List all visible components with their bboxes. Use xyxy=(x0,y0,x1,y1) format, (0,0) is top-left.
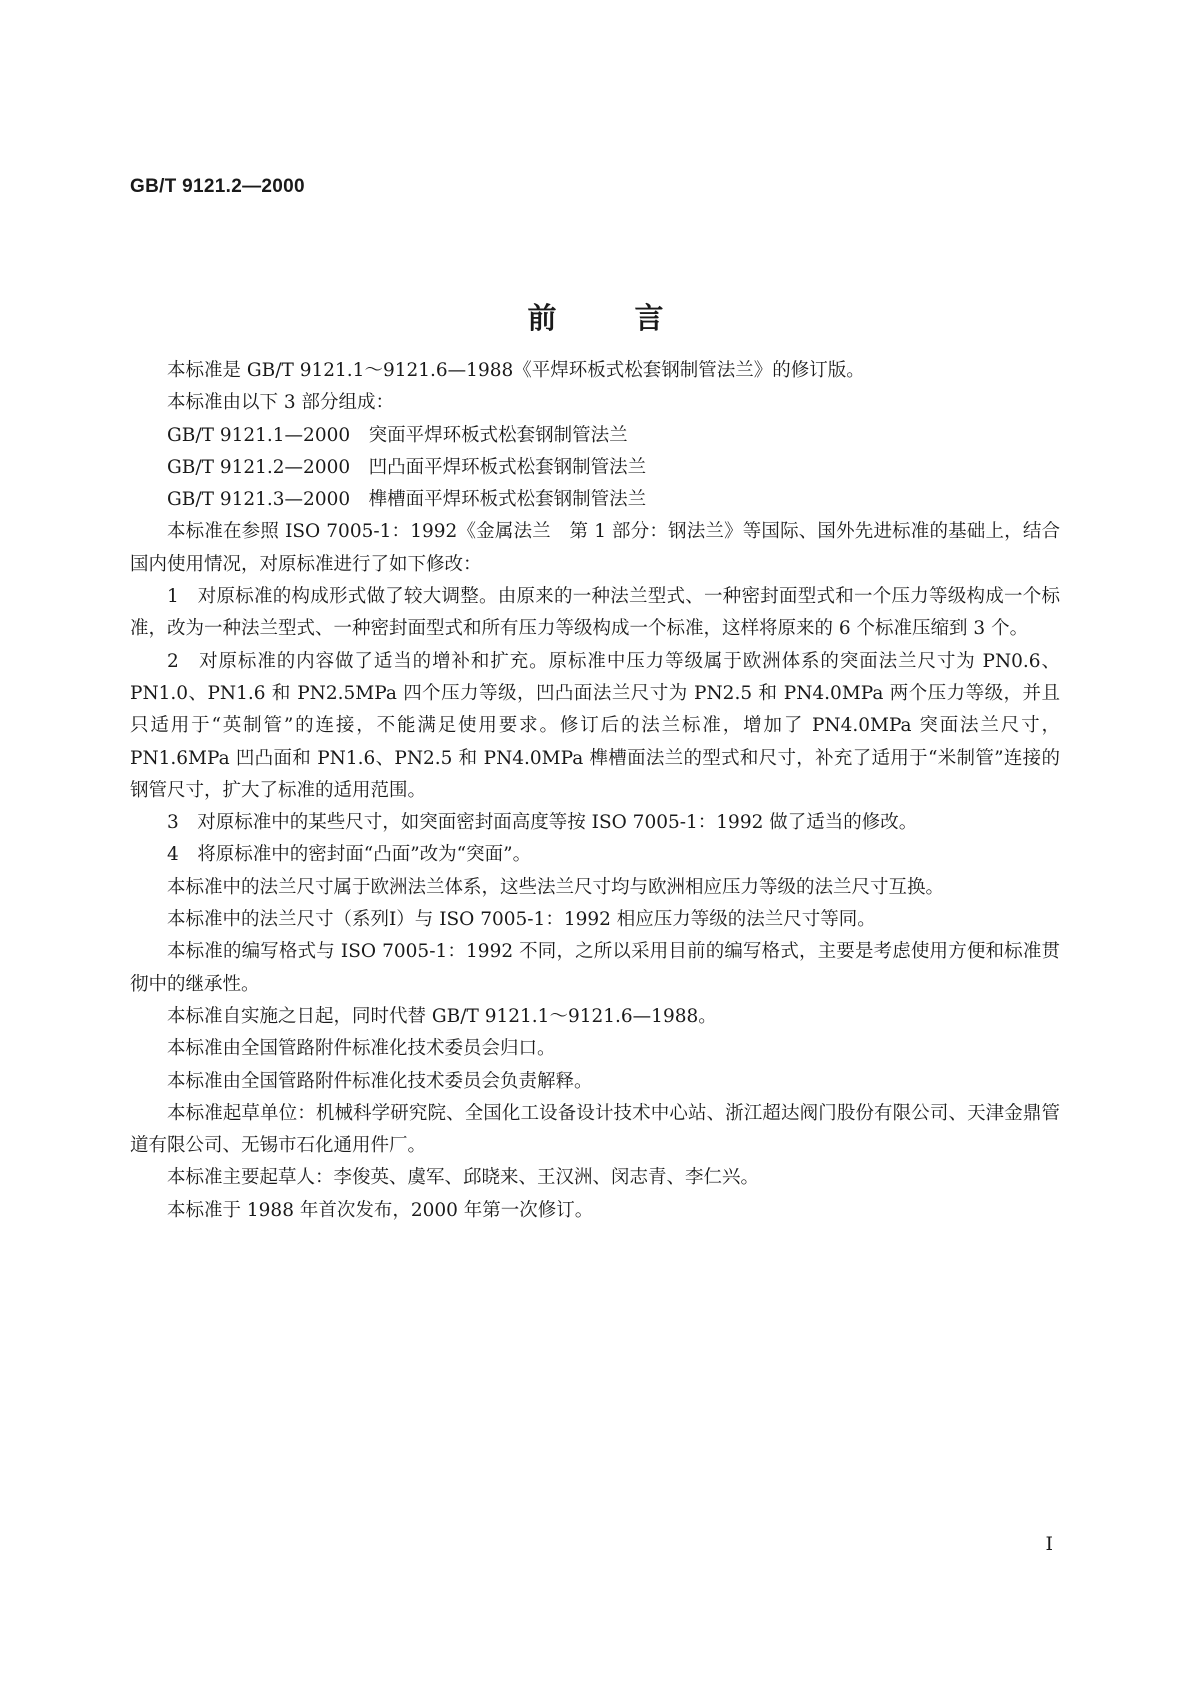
paragraph: 本标准自实施之日起，同时代替 GB/T 9121.1～9121.6—1988。 xyxy=(167,1005,717,1027)
list-item: GB/T 9121.2—2000 凹凸面平焊环板式松套钢制管法兰 xyxy=(167,456,647,478)
paragraph: 本标准由全国管路附件标准化技术委员会负责解释。 xyxy=(167,1070,593,1092)
list-item: GB/T 9121.3—2000 榫槽面平焊环板式松套钢制管法兰 xyxy=(167,489,647,511)
paragraph: 1 对原标准的构成形式做了较大调整。由原来的一种法兰型式、一种密封面型式和一个压力等级构成一个标准，改为一种法兰型式、一种密封面型式和所有压力等级构成一个标准，这样将原来的 6 个标准压缩到 3 个。 xyxy=(130,586,1060,640)
paragraph: 本标准的编写格式与 ISO 7005-1：1992 不同，之所以采用目前的编写格式，主要是考虑使用方便和标准贯彻中的继承性。 xyxy=(130,941,1060,995)
standard-number: GB/T 9121.2—2000 xyxy=(130,176,305,197)
paragraph: 本标准由以下 3 部分组成： xyxy=(167,392,395,414)
paragraph: 3 对原标准中的某些尺寸，如突面密封面高度等按 ISO 7005-1：1992 做了适当的修改。 xyxy=(167,812,918,834)
paragraph: 本标准起草单位：机械科学研究院、全国化工设备设计技术中心站、浙江超达阀门股份有限公司、天津金鼎管道有限公司、无锡市石化通用件厂。 xyxy=(130,1102,1060,1157)
paragraph: 本标准主要起草人：李俊英、虞军、邱晓来、王汉洲、闵志青、李仁兴。 xyxy=(167,1167,760,1189)
paragraph: 本标准中的法兰尺寸属于欧洲法兰体系，这些法兰尺寸均与欧洲相应压力等级的法兰尺寸互换。 xyxy=(167,876,945,898)
list-item: GB/T 9121.1—2000 突面平焊环板式松套钢制管法兰 xyxy=(167,424,628,446)
paragraph: 本标准由全国管路附件标准化技术委员会归口。 xyxy=(167,1038,556,1060)
paragraph: 本标准于 1988 年首次发布，2000 年第一次修订。 xyxy=(167,1199,594,1221)
paragraph: 4 将原标准中的密封面“凸面”改为“突面”。 xyxy=(167,844,532,866)
paragraph: 本标准是 GB/T 9121.1～9121.6—1988《平焊环板式松套钢制管法兰》的修订版。 xyxy=(167,360,865,381)
paragraph: 本标准在参照 ISO 7005-1：1992《金属法兰 第 1 部分：钢法兰》等国际、国外先进标准的基础上，结合国内使用情况，对原标准进行了如下修改： xyxy=(130,521,1060,575)
page-title: 前言 xyxy=(527,301,742,335)
paragraph: 2 对原标准的内容做了适当的增补和扩充。原标准中压力等级属于欧洲体系的突面法兰尺寸为 PN0.6、PN1.0、PN1.6 和 PN2.5MPa 四个压力等级，凹凸面法兰尺寸为 PN2.5 和 PN4.0MPa 两个压力等级，并且只适用于“英制管”的连接，不能满足使用要求。修订后的法兰标准，增加了 PN4.0MPa 突面法兰尺寸，PN1.6MPa 凹凸面和 PN1.6、PN2.5 和 PN4.0MPa 榫槽面法兰的型式和尺寸，补充了适用于“米制管”连接的钢管尺寸，扩大了标准的适用范围。 xyxy=(130,650,1060,801)
foreword-body xyxy=(130,355,1060,1227)
paragraph: 本标准中的法兰尺寸（系列Ⅰ）与 ISO 7005-1：1992 相应压力等级的法兰尺寸等同。 xyxy=(167,909,876,931)
page-number: I xyxy=(1045,1533,1053,1555)
